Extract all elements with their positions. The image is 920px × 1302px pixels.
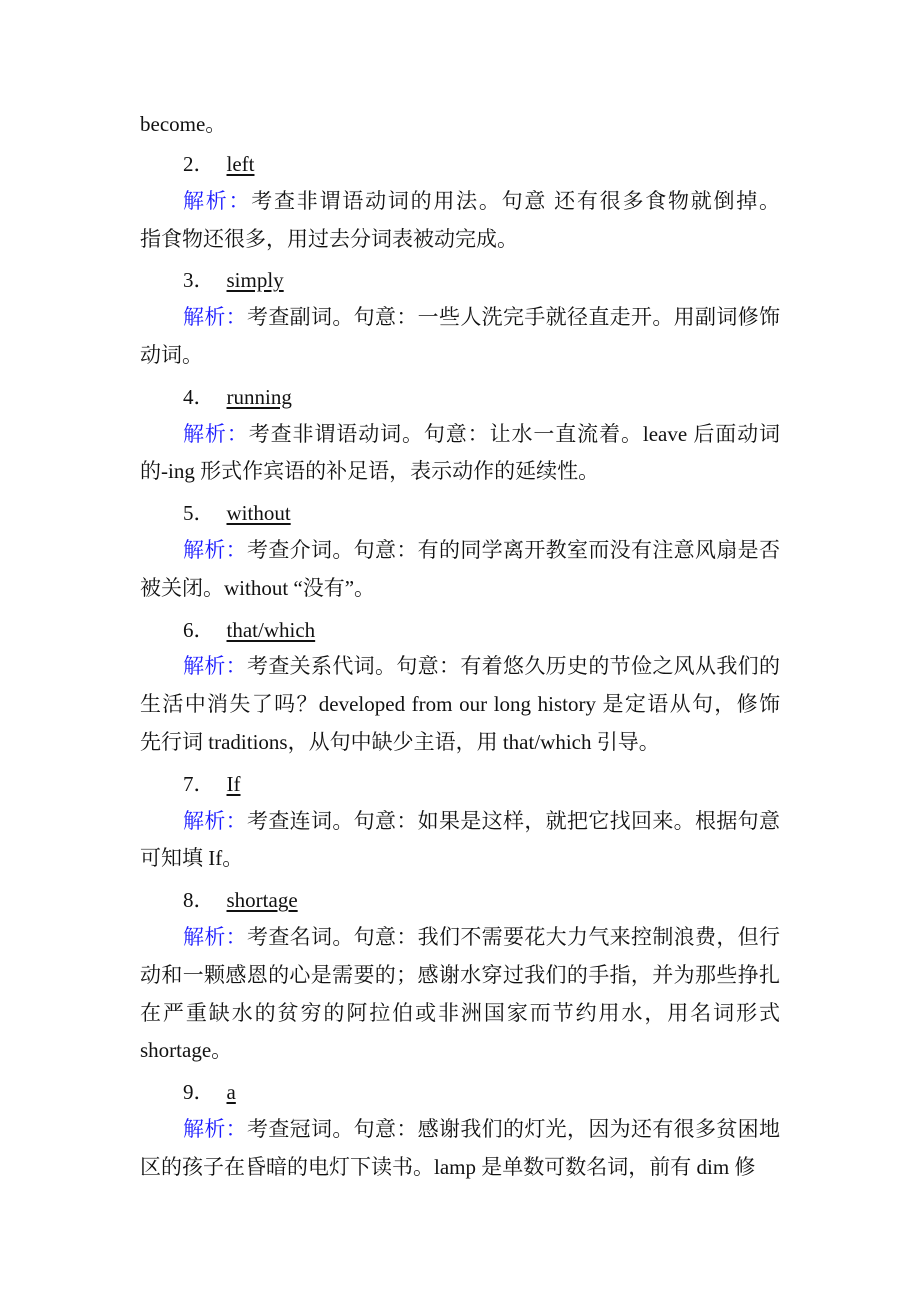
analysis-label: 解析： — [183, 808, 247, 833]
question-number: 4． — [183, 384, 215, 409]
analysis-line: 在严重缺水的贫穷的阿拉伯或非洲国家而节约用水，用名词形式 — [140, 1000, 780, 1025]
analysis-label: 解析： — [183, 188, 252, 213]
analysis-line: 动词。 — [140, 343, 203, 367]
answer-text: a — [226, 1080, 236, 1105]
analysis-line — [183, 1115, 780, 1143]
answer-text: shortage — [226, 888, 298, 913]
answer-text: simply — [226, 268, 284, 293]
question-answer-line — [183, 886, 780, 914]
question-number: 8． — [183, 888, 215, 913]
analysis-text: 考查名词。句意：我们不需要花大力气来控制浪费，但行 — [247, 925, 780, 949]
analysis-line: 区的孩子在昏暗的电灯下读书。lamp 是单数可数名词，前有 dim 修 — [140, 1154, 756, 1179]
analysis-line: 动和一颗感恩的心是需要的；感谢水穿过我们的手指，并为那些挣扎 — [140, 962, 780, 987]
analysis-label: 解析： — [183, 654, 247, 679]
analysis-line — [183, 187, 780, 215]
answer-text: left — [226, 152, 255, 176]
question-answer-line — [183, 1078, 780, 1106]
analysis-text: 考查冠词。句意：感谢我们的灯光，因为还有很多贫困地 — [247, 1117, 780, 1141]
analysis-line — [183, 420, 780, 448]
analysis-text: 考查非谓语动词的用法。句意 还有很多食物就倒掉。 — [251, 188, 780, 213]
question-answer-line — [183, 266, 780, 294]
analysis-line: 先行词 traditions，从句中缺少主语，用 that/which 引导。 — [140, 730, 660, 754]
question-answer-line — [183, 499, 780, 527]
question-number: 6． — [183, 617, 215, 642]
question-number: 2． — [183, 152, 215, 176]
analysis-line — [183, 807, 780, 835]
analysis-line: 可知填 If。 — [140, 846, 244, 871]
analysis-label: 解析： — [183, 925, 247, 949]
analysis-line — [183, 536, 780, 564]
analysis-label: 解析： — [183, 421, 249, 446]
analysis-label: 解析： — [183, 538, 247, 562]
lead-text: become。 — [140, 112, 227, 136]
analysis-label: 解析： — [183, 1117, 247, 1141]
analysis-line: shortage。 — [140, 1038, 233, 1063]
question-number: 3． — [183, 268, 215, 293]
analysis-text: 考查关系代词。句意：有着悠久历史的节俭之风从我们的 — [247, 654, 780, 679]
question-answer-line — [183, 383, 780, 411]
answer-text: running — [226, 384, 292, 409]
answer-text: If — [226, 771, 241, 796]
analysis-line: 被关闭。without “没有”。 — [140, 575, 376, 600]
analysis-line — [183, 923, 780, 951]
question-number: 7． — [183, 771, 215, 796]
answer-text: without — [226, 501, 291, 526]
analysis-text: 考查副词。句意：一些人洗完手就径直走开。用副词修饰 — [247, 305, 780, 330]
analysis-line — [183, 303, 780, 331]
analysis-line: 指食物还很多，用过去分词表被动完成。 — [140, 226, 518, 251]
question-answer-line — [183, 770, 780, 798]
answer-text: that/which — [226, 617, 316, 642]
analysis-line — [183, 652, 780, 680]
analysis-label: 解析： — [183, 305, 247, 330]
analysis-line: 生活中消失了吗？developed from our long history 是定语从句，修饰 — [140, 692, 780, 717]
analysis-text: 考查连词。句意：如果是这样，就把它找回来。根据句意 — [247, 808, 780, 833]
question-number: 9． — [183, 1080, 215, 1105]
analysis-text: 考查非谓语动词。句意：让水一直流着。leave 后面动词 — [248, 421, 780, 446]
question-answer-line — [183, 616, 780, 644]
analysis-line: 的-ing 形式作宾语的补足语，表示动作的延续性。 — [140, 459, 600, 484]
question-answer-line — [183, 150, 780, 178]
analysis-text: 考查介词。句意：有的同学离开教室而没有注意风扇是否 — [247, 538, 780, 562]
question-number: 5． — [183, 501, 215, 526]
